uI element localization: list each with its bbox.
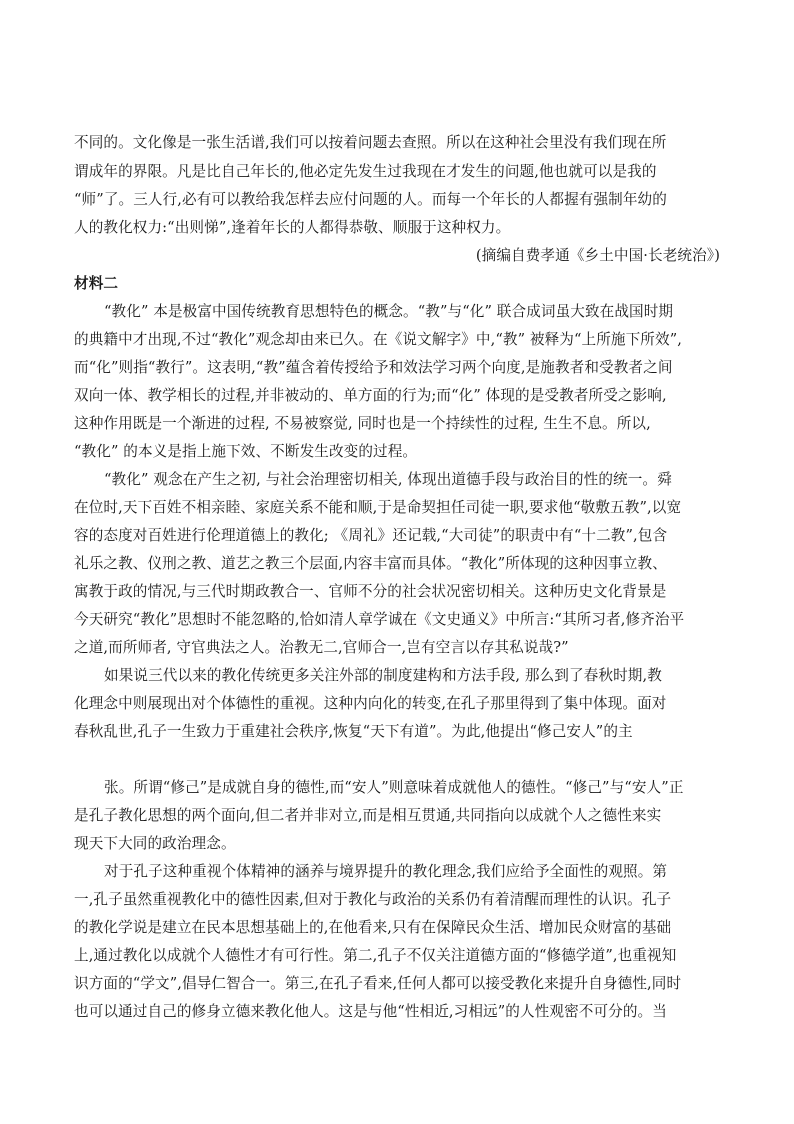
text-line: “教化” 观念在产生之初, 与社会治理密切相关, 体现出道德手段与政治目的性的统一。舜 — [104, 471, 672, 488]
text-line: 识方面的“学文”,倡导仁智合一。第三,在孔子看来,任何人都可以接受教化来提升自身德性,同时 — [74, 975, 682, 992]
text-line: “教化” 本是极富中国传统教育思想特色的概念。“教”与“化” 联合成词虽大致在战国时期 — [104, 303, 674, 320]
text-line: 礼乐之教、仪刑之教、道艺之教三个层面,内容丰富而具体。“教化”所体现的这种因事立教、 — [74, 555, 667, 572]
text-line: 的教化学说是建立在民本思想基础上的,在他看来,只有在保障民众生活、增加民众财富的基础 — [74, 919, 672, 936]
text-line: 寓教于政的情况,与三代时期政教合一、官师不分的社会状况密切相关。这种历史文化背景是 — [74, 583, 667, 600]
text-line: 一,孔子虽然重视教化中的德性因素,但对于教化与政治的关系仍有着清醒而理性的认识。孔子 — [74, 891, 672, 908]
section-heading: 材料二 — [74, 275, 119, 292]
text-line: 是孔子教化思想的两个面向,但二者并非对立,而是相互贯通,共同指向以成就个人之德性来实 — [74, 807, 662, 824]
text-line: 今天研究“教化”思想时不能忽略的,恰如清人章学诚在《文史通义》中所言:“其所习者,修齐治平 — [74, 611, 685, 628]
text-line: 春秋乱世,孔子一生致力于重建社会秩序,恢复“天下有道”。为此,他提出“修己安人”的主 — [74, 723, 633, 740]
text-line: “师”了。三人行,必有可以教给我怎样去应付问题的人。而每一个年长的人都握有强制年幼的 — [74, 191, 667, 208]
text-line: 现天下大同的政治理念。 — [74, 835, 236, 852]
text-line: 也可以通过自己的修身立德来教化他人。这是与他“性相近,习相远”的人性观密不可分的。当 — [74, 1003, 667, 1020]
source-citation: (摘编自费孝通《乡土中国·长老统治》) — [475, 247, 720, 264]
text-line: 之道,而所师者, 守官典法之人。治教无二,官师合一,岂有空言以存其私说哉?” — [74, 639, 569, 656]
text-line: 不同的。文化像是一张生活谱,我们可以按着问题去查照。所以在这种社会里没有我们现在所 — [74, 134, 667, 151]
text-line: 化理念中则展现出对个体德性的重视。这种内向化的转变,在孔子那里得到了集中体现。面对 — [74, 695, 667, 712]
text-line: 而“化”则指“教行”。这表明,“教”蕴含着传授给予和效法学习两个向度,是施教者和受教者之间 — [74, 359, 673, 376]
text-line: 的典籍中才出现,不过“教化”观念却由来已久。在《说文解字》中,“教” 被释为“上所施下所效”, — [74, 331, 682, 348]
text-line: “教化” 的本义是指上施下效、不断发生改变的过程。 — [74, 443, 418, 460]
text-line: 这种作用既是一个渐进的过程, 不易被察觉, 同时也是一个持续性的过程, 生生不息。所以, — [74, 415, 651, 432]
text-line: 张。所谓“修己”是成就自身的德性,而“安人”则意味着成就他人的德性。“修己”与“安人”正 — [104, 779, 684, 796]
text-line: 谓成年的界限。凡是比自己年长的,他必定先发生过我现在才发生的问题,他也就可以是我的 — [74, 163, 657, 180]
text-line: 双向一体、教学相长的过程,并非被动的、单方面的行为;而“化” 体现的是受教者所受之影响, — [74, 387, 667, 404]
text-line: 在位时,天下百姓不相亲睦、家庭关系不能和顺,于是命契担任司徒一职,要求他“敬敷五教”,以宽 — [74, 499, 682, 516]
text-line: 容的态度对百姓进行伦理道德上的教化; 《周礼》还记载,“大司徒”的职责中有“十二教”,包含 — [74, 527, 668, 544]
text-line: 人的教化权力:“出则悌”,逢着年长的人都得恭敬、顺服于这种权力。 — [74, 219, 511, 236]
text-line: 如果说三代以来的教化传统更多关注外部的制度建构和方法手段, 那么到了春秋时期,教 — [104, 667, 662, 684]
text-line: 对于孔子这种重视个体精神的涵养与境界提升的教化理念,我们应给予全面性的观照。第 — [104, 863, 668, 880]
text-line: 上,通过教化以成就个人德性才有可行性。第二,孔子不仅关注道德方面的“修德学道”,也重视知 — [74, 947, 677, 964]
